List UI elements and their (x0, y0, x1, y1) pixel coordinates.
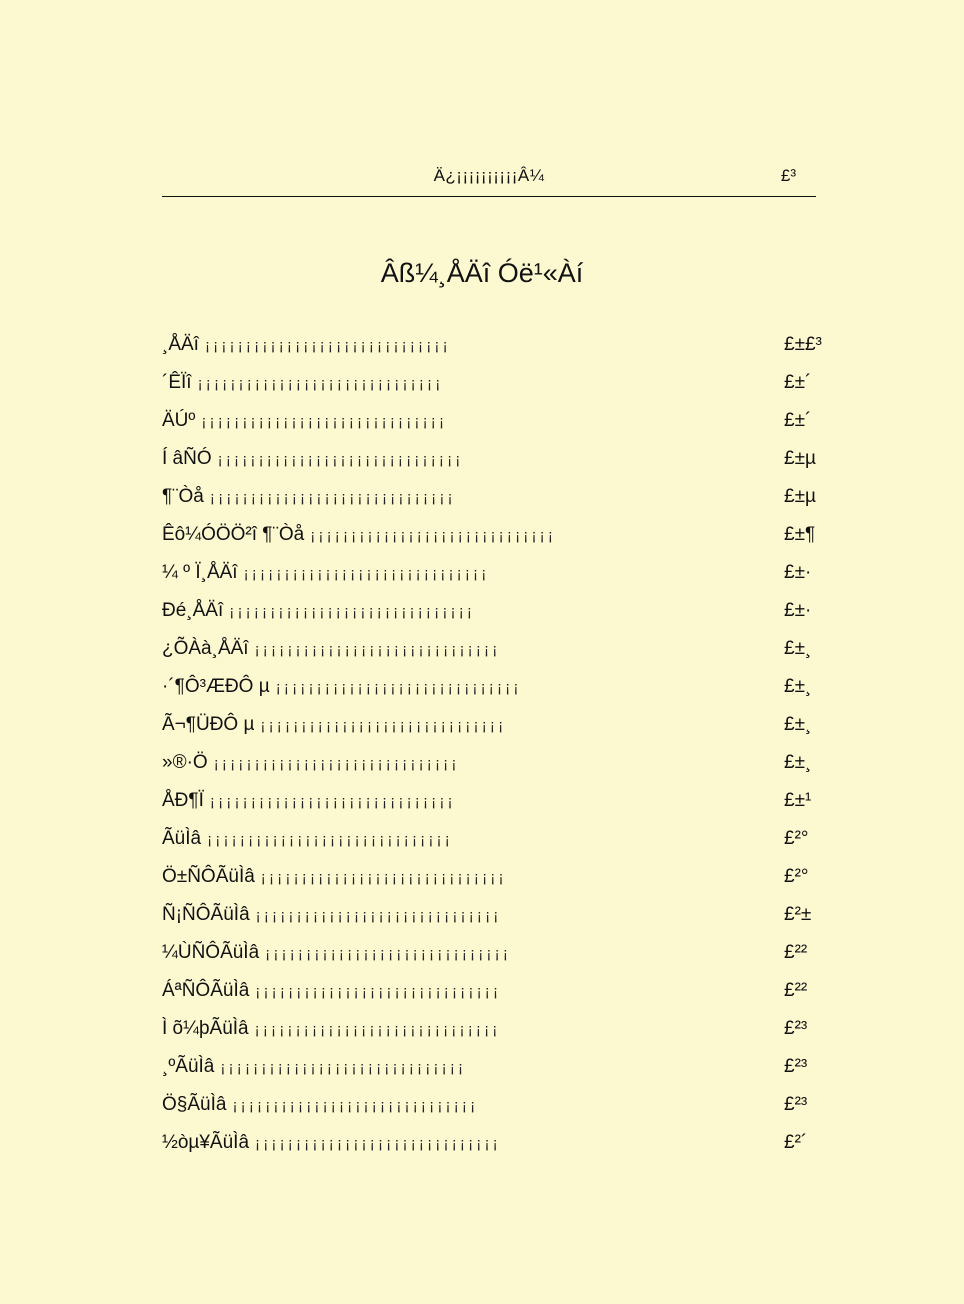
toc-entry-label: Ö§ÃüÌâ (162, 1094, 227, 1115)
toc-entry[interactable] (162, 714, 828, 752)
toc-leader-dots: ¡¡¡¡¡¡¡¡¡¡¡¡¡¡¡¡¡¡¡¡¡¡¡¡¡¡¡¡¡¡ (213, 755, 460, 772)
toc-entry[interactable] (162, 828, 828, 866)
toc-entry-page: £±¹ (784, 790, 812, 811)
toc-entry[interactable] (162, 410, 828, 448)
toc-entry-page: £²² (784, 980, 808, 1001)
toc-entry-label: ¸ÅÄî (162, 334, 199, 355)
toc-leader-dots: ¡¡¡¡¡¡¡¡¡¡¡¡¡¡¡¡¡¡¡¡¡¡¡¡¡¡¡¡¡¡ (260, 717, 507, 734)
toc-entry-page: £²° (784, 828, 809, 849)
toc-entry-label: ÄÚº (162, 410, 196, 431)
toc-entry-page: £±µ (784, 448, 816, 469)
toc-entry[interactable] (162, 638, 828, 676)
toc-entry[interactable] (162, 524, 828, 562)
toc-entry-label: ÅÐ¶Ï (162, 790, 204, 811)
toc-leader-dots: ¡¡¡¡¡¡¡¡¡¡¡¡¡¡¡¡¡¡¡¡¡¡¡¡¡¡¡¡¡¡ (229, 603, 476, 620)
toc-leader-dots: ¡¡¡¡¡¡¡¡¡¡¡¡¡¡¡¡¡¡¡¡¡¡¡¡¡¡¡¡¡¡ (310, 527, 557, 544)
toc-entry-label: Ö±ÑÔÃüÌâ (162, 866, 255, 887)
toc-entry-page: £²³ (784, 1018, 808, 1039)
toc-entry[interactable] (162, 904, 828, 942)
toc-entry-page: £²± (784, 904, 812, 925)
toc-entry-label: Ã¬¶ÜÐÔ µ (162, 714, 255, 735)
toc-entry-label: Ì õ¼þÃüÌâ (162, 1018, 249, 1039)
toc-leader-dots: ¡¡¡¡¡¡¡¡¡¡¡¡¡¡¡¡¡¡¡¡¡¡¡¡¡¡¡¡¡¡ (254, 641, 501, 658)
toc-entry-page: £±· (784, 562, 812, 583)
toc-entry-page: £±¶ (784, 524, 816, 545)
toc-entry[interactable] (162, 372, 828, 410)
toc-entry[interactable] (162, 866, 828, 904)
header-page-number: £³ (780, 166, 796, 185)
toc-leader-dots: ¡¡¡¡¡¡¡¡¡¡¡¡¡¡¡¡¡¡¡¡¡¡¡¡¡¡¡¡¡¡ (260, 869, 507, 886)
toc-leader-dots: ¡¡¡¡¡¡¡¡¡¡¡¡¡¡¡¡¡¡¡¡¡¡¡¡¡¡¡¡¡¡ (207, 831, 453, 848)
toc-leader-dots: ¡¡¡¡¡¡¡¡¡¡¡¡¡¡¡¡¡¡¡¡¡¡¡¡¡¡¡¡¡¡ (275, 679, 522, 696)
toc-entry[interactable] (162, 942, 828, 980)
toc-entry[interactable] (162, 1094, 828, 1132)
toc-entry-label: ¿ÕÀà¸ÅÄî (162, 638, 249, 659)
toc-entry[interactable] (162, 1018, 828, 1056)
toc-entry-label: »®·Ö (162, 752, 208, 773)
toc-entry[interactable] (162, 1056, 828, 1094)
toc-entry-label: ¼ º Ï¸ÅÄî (162, 562, 238, 583)
toc-entry-label: ¼ÙÑÔÃüÌâ (162, 942, 260, 963)
toc-entry-page: £²³ (784, 1056, 808, 1077)
toc-entry-page: £²³ (784, 1094, 808, 1115)
toc-entry-label: Ðé¸ÅÄî (162, 600, 224, 621)
toc-entry-page: £±· (784, 600, 812, 621)
toc-entry-page: £±µ (784, 486, 816, 507)
toc-entry[interactable] (162, 562, 828, 600)
toc-entry-label: ¶¨Òå (162, 486, 204, 507)
toc-entry-page: £²´ (784, 1132, 808, 1153)
toc-entry[interactable] (162, 676, 828, 714)
toc-entry-page: £±´ (784, 410, 812, 431)
toc-entry-label: ÃüÌâ (162, 828, 202, 849)
toc-entry[interactable] (162, 790, 828, 828)
toc-leader-dots: ¡¡¡¡¡¡¡¡¡¡¡¡¡¡¡¡¡¡¡¡¡¡¡¡¡¡¡¡¡¡ (209, 489, 456, 506)
toc-entry-label: ·´¶Ô³ÆÐÔ µ (162, 676, 270, 697)
toc-entry[interactable] (162, 752, 828, 790)
toc-leader-dots: ¡¡¡¡¡¡¡¡¡¡¡¡¡¡¡¡¡¡¡¡¡¡¡¡¡¡¡¡¡¡ (201, 413, 448, 430)
running-header (162, 166, 816, 197)
toc-leader-dots: ¡¡¡¡¡¡¡¡¡¡¡¡¡¡¡¡¡¡¡¡¡¡¡¡¡¡¡¡¡¡ (255, 1135, 501, 1152)
toc-entry-label: ½òµ¥ÃüÌâ (162, 1132, 250, 1153)
section-title: Âß¼¸ÅÄî Óë¹«Àí (380, 258, 584, 288)
table-of-contents (162, 334, 828, 1170)
header-title: Ä¿¡¡¡¡¡¡¡¡¡¡Â¼ (433, 166, 545, 185)
toc-leader-dots: ¡¡¡¡¡¡¡¡¡¡¡¡¡¡¡¡¡¡¡¡¡¡¡¡¡¡¡¡¡¡ (209, 793, 456, 810)
toc-leader-dots: ¡¡¡¡¡¡¡¡¡¡¡¡¡¡¡¡¡¡¡¡¡¡¡¡¡¡¡¡¡¡ (217, 451, 464, 468)
toc-leader-dots: ¡¡¡¡¡¡¡¡¡¡¡¡¡¡¡¡¡¡¡¡¡¡¡¡¡¡¡¡¡¡ (232, 1097, 479, 1114)
toc-entry-page: £±£³ (784, 334, 822, 355)
toc-leader-dots: ¡¡¡¡¡¡¡¡¡¡¡¡¡¡¡¡¡¡¡¡¡¡¡¡¡¡¡¡¡¡ (220, 1059, 467, 1076)
toc-leader-dots: ¡¡¡¡¡¡¡¡¡¡¡¡¡¡¡¡¡¡¡¡¡¡¡¡¡¡¡¡¡¡ (197, 375, 444, 392)
toc-entry[interactable] (162, 980, 828, 1018)
toc-entry-label: ´ÊÏî (162, 372, 192, 393)
toc-leader-dots: ¡¡¡¡¡¡¡¡¡¡¡¡¡¡¡¡¡¡¡¡¡¡¡¡¡¡¡¡¡¡ (255, 983, 502, 1000)
toc-entry-label: ¸ºÃüÌâ (162, 1056, 215, 1077)
toc-entry-page: £±¸ (784, 752, 812, 773)
toc-entry[interactable] (162, 600, 828, 638)
toc-entry-page: £±´ (784, 372, 812, 393)
toc-entry-label: Ñ¡ÑÔÃüÌâ (162, 904, 250, 925)
toc-leader-dots: ¡¡¡¡¡¡¡¡¡¡¡¡¡¡¡¡¡¡¡¡¡¡¡¡¡¡¡¡¡¡ (265, 945, 512, 962)
toc-entry[interactable] (162, 334, 828, 372)
toc-entry-page: £²² (784, 942, 808, 963)
toc-leader-dots: ¡¡¡¡¡¡¡¡¡¡¡¡¡¡¡¡¡¡¡¡¡¡¡¡¡¡¡¡¡¡ (243, 565, 490, 582)
toc-entry-label: Êô¼ÓÖÖ²î ¶¨Òå (162, 524, 305, 545)
toc-entry-label: Í âÑÓ (162, 448, 212, 469)
toc-entry-page: £±¸ (784, 714, 812, 735)
toc-entry[interactable] (162, 448, 828, 486)
toc-entry[interactable] (162, 1132, 828, 1170)
toc-entry-page: £²° (784, 866, 809, 887)
toc-leader-dots: ¡¡¡¡¡¡¡¡¡¡¡¡¡¡¡¡¡¡¡¡¡¡¡¡¡¡¡¡¡¡ (204, 337, 451, 354)
toc-leader-dots: ¡¡¡¡¡¡¡¡¡¡¡¡¡¡¡¡¡¡¡¡¡¡¡¡¡¡¡¡¡¡ (255, 907, 502, 924)
toc-entry-page: £±¸ (784, 676, 812, 697)
toc-entry-page: £±¸ (784, 638, 812, 659)
toc-leader-dots: ¡¡¡¡¡¡¡¡¡¡¡¡¡¡¡¡¡¡¡¡¡¡¡¡¡¡¡¡¡¡ (254, 1021, 501, 1038)
toc-entry-label: ÁªÑÔÃüÌâ (162, 980, 250, 1001)
toc-entry[interactable] (162, 486, 828, 524)
